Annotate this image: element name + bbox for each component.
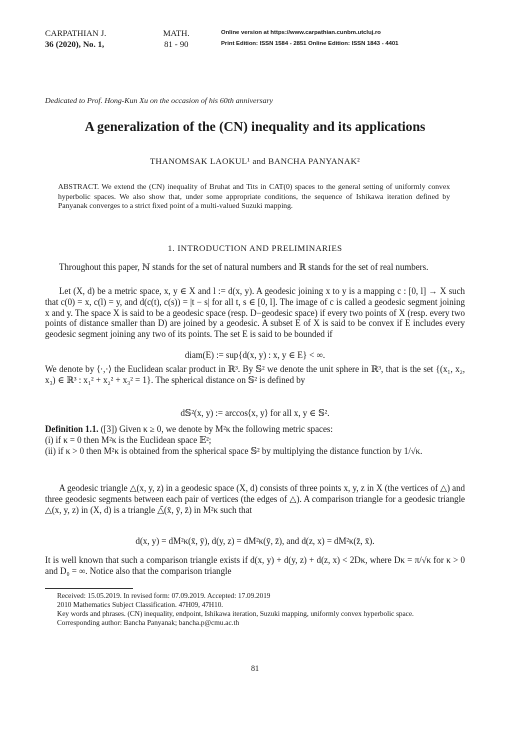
journal-name-block [45,28,106,50]
footnotes [45,592,465,628]
equation-spherical-distance: d𝕊²(x, y) := arccos⟨x, y⟩ for all x, y ∈ 𝕊². [180,408,330,418]
footnote-keywords: Key words and phrases. (CN) inequality, endpoint, Ishikawa iteration, Suzuki mapping, uniformly convex hyperbolic space. [57,610,414,618]
footnote-msc: 2010 Mathematics Subject Classification. 47H09, 47H10. [57,601,224,609]
paper-authors: THANOMSAK LAOKUL¹ and BANCHA PANYANAK² [149,156,361,166]
abstract: ABSTRACT. We extend the (CN) inequality of Bruhat and Tits in CAT(0) spaces to the general setting of uniformly convex hyperbolic spaces. We also show that, under some appropriate conditions, the sequence of Ishikawa iteration defined by Panyanak converges to a strict fixed point of a multi-valued Suzuki mapping. [58,182,450,211]
edition-block [221,28,398,49]
equation-diameter: diam(E) := sup{d(x, y) : x, y ∈ E} < ∞. [184,350,326,360]
paragraph-comparison-exists: It is well known that such a comparison triangle exists if d(x, y) + d(y, z) + d(z, x) < 2Dκ, where Dκ = π/√κ for κ > 0 and D₀ = ∞. Notice also that the comparison triangle [45,555,465,576]
definition-block [45,424,465,456]
dedication: Dedicated to Prof. Hong-Kun Xu on the occasion of his 60th anniversary [45,96,273,105]
footnote-received: Received: 15.05.2019. In revised form: 07.09.2019. Accepted: 17.09.2019 [57,592,271,600]
definition-intro: ([3]) Given κ ≥ 0, we denote by M²κ the following metric spaces: [100,424,333,434]
online-version-line: Online version at https://www.carpathian.cunbm.utcluj.ro [221,30,381,36]
subject-block [163,28,190,50]
journal-name: CARPATHIAN J. [45,28,107,38]
journal-subject: MATH. [163,28,190,38]
equation-comparison: d(x, y) = dM²κ(x̄, ȳ), d(y, z) = dM²κ(ȳ, z̄), and d(z, x) = dM²κ(z̄, x̄). [135,536,375,546]
paragraph-geodesic: Let (X, d) be a metric space, x, y ∈ X and l := d(x, y). A geodesic joining x to y is a mapping c : [0, l] → X such that c(0) = x, c(l) = y, and d(c(t), c(s)) = |t − s| for all t, s ∈ [0, l]. The image of c is called a geodesic segment joining x and y. The space X is said to be a geodesic space (resp. D−geodesic space) if every two points of X (resp. every two points of distance smaller than D) are joined by a geodesic. A subset E of X is said to be convex if E includes every geodesic segment joining any two of its points. The set E is said to be bounded if [45,286,465,340]
paragraph-notation: Throughout this paper, ℕ stands for the set of natural numbers and ℝ stands for the set of real numbers. [59,262,429,272]
definition-item-2: (ii) if κ > 0 then M²κ is obtained from the spherical space 𝕊² by multiplying the distance function by 1/√κ. [45,445,423,456]
definition-label: Definition 1.1. [45,424,99,434]
paragraph-triangle: A geodesic triangle △(x, y, z) in a geodesic space (X, d) consists of three points x, y, z in X (the vertices of △) and three geodesic segments between each pair of vertices (the edges of △). A comparison triangle for a geodesic triangle △(x, y, z) in (X, d) is a triangle △̄(x̄, ȳ, z̄) in M²κ such that [45,483,465,515]
paper-title: A generalization of the (CN) inequality and its applications [84,119,426,134]
definition-item-1: (i) if κ = 0 then M²κ is the Euclidean space 𝔼²; [45,434,212,445]
footnote-rule [45,588,133,589]
footnote-corresponding: Corresponding author: Bancha Panyanak; bancha.p@cmu.ac.th [57,619,240,627]
section-heading: 1. INTRODUCTION AND PRELIMINARIES [167,243,343,253]
page-number: 81 [251,664,259,673]
journal-volume: 36 (2020), No. 1, [45,39,105,49]
issn-line: Print Edition: ISSN 1584 - 2851 Online Edition: ISSN 1843 - 4401 [221,40,399,47]
journal-pages: 81 - 90 [164,39,189,49]
paragraph-sphere: We denote by ⟨·,·⟩ the Euclidean scalar product in ℝ³. By 𝕊² we denote the unit sphere in ℝ³, that is the set {(x₁, x₂, x₃) ∈ ℝ³ : x₁² + x₂² + x₃² = 1}. The spherical distance on 𝕊² is defined by [45,364,465,385]
